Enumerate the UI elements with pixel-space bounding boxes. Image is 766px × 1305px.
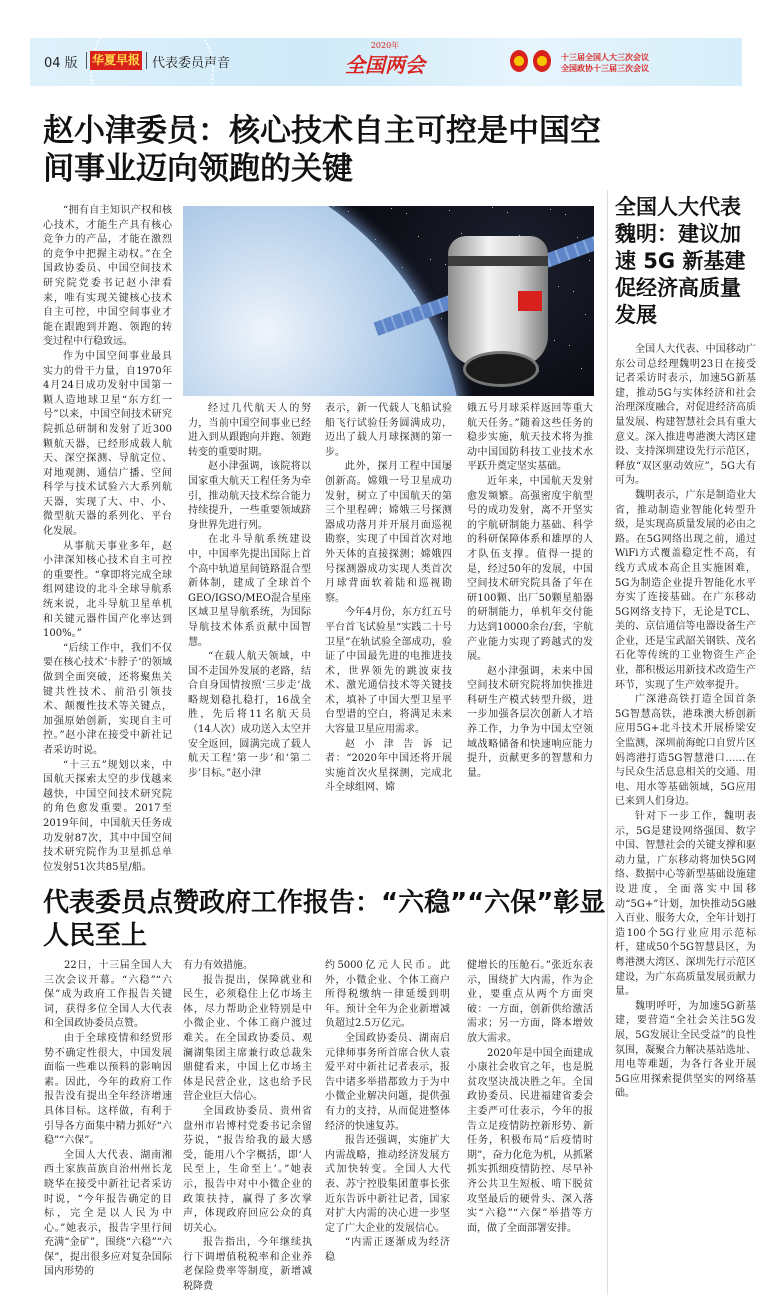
star [492,207,493,208]
star [430,259,431,260]
paragraph: 有力有效措施。 [183,960,253,971]
bottom-article-title: 代表委员点赞政府工作报告：“六稳”“六保”彰显人民至上 [43,888,606,951]
star [391,208,392,209]
main-article-title: 赵小津委员：核心技术自主可控是中国空间事业迈向领跑的关键 [43,113,601,187]
paragraph: 作为中国空间事业最具实力的骨干力量，自1970年4月24日成功发射中国第一颗人造地球卫星“东方红一号”以来，中国空间技术研究院抓总研制和发射了近300颗航天器，已经形成载人航天、深空探测、导航定位、对地观测、通信广播、空间科学与技术试验六大系列航天器，实现了大、中、小、微型航天器的系列化、平台化发展。 [43,350,172,538]
docking-ring [463,351,539,387]
star [402,267,403,268]
main-article-column-1 [43,204,172,875]
paragraph: 报告提出，保障就业和民生，必须稳住上亿市场主体，尽力帮助企业特别是中小微企业、个体工商户渡过难关。在全国政协委员、观澜湖集团主席兼行政总裁朱鼎健看来，中国上亿市场主体是民营企业，这也给予民营企业巨大信心。 [183,974,312,1103]
bottom-article-column-1 [44,959,172,1280]
paragraph: 全国政协委员、贵州省盘州市岩博村党委书记余留芬说，“报告给我的最大感受，能用八个字概括，即‘人民至上，生命至上’。”她表示，报告中对中小微企业的政策扶持，赢得了多次掌声，体现政府回应公众的真切关心。 [183,1105,312,1234]
divider [146,52,147,69]
paragraph: 健增长的压舱石。”张近东表示，围绕扩大内需，作为企业，要重点从两个方面突破：一方面，创新供给激活需求；另一方面，降本增效放大需求。 [467,960,593,1044]
meeting-npc: 十三届全国人大三次会议 [561,53,649,62]
star [581,368,582,369]
paragraph: 约5000亿元人民币。此外，小微企业、个体工商户所得税缴纳一律延缓到明年。预计全年为企业新增减负超过2.5万亿元。 [325,960,450,1030]
star [573,291,574,292]
paragraph: 全国政协委员、湖南启元律师事务所首席合伙人袁爱平对中新社记者表示，报告中诸多举措都致力于为中小微企业解决问题，提供强有力的支持，从而促进整体经济的快速复苏。 [325,1032,450,1132]
side-article-body [615,343,756,1102]
meeting-cppcc: 全国政协十三届三次会议 [561,64,649,73]
side-article-title: 全国人大代表魏明：建议加速 5G 新基建促经济高质量发展 [615,195,746,327]
paragraph: 针对下一步工作，魏明表示，5G是建设网络强国、数字中国、智慧社会的关键支撑和驱动力量，广东移动将加快5G网络、数据中心等新型基础设施建设进度，全面落实中国移动“5G+”计划，加快推动5G融入百业、服务大众，全年计划打造100个5G行业应用示范标杆，建成50个5G智慧县区，为粤港澳大湾区、深圳先行示范区建设，为广东高质量发展贡献力量。 [615,811,756,998]
spacecraft-band [448,256,548,266]
star [406,213,407,214]
paragraph: 娥五号月球采样返回等重大航天任务。”随着这些任务的稳步实施，航天技术将为推动中国国防科技工业技术水平跃升奠定坚实基础。 [467,403,593,473]
logo-year: 2020年 [370,41,400,50]
meeting-names [561,52,649,74]
paragraph: “后续工作中，我们不仅要在核心技术‘卡脖子’的领域做到全面突破，还将聚焦关键共性技术、前沿引领技术、颠覆性技术等关键点，加强原始创新，实现自主可控。”赵小津在接受中新社记者采访时说。 [43,642,172,756]
paragraph: 报告指出，今年继续执行下调增值税税率和企业养老保险费率等制度，新增减税降费 [183,1237,312,1293]
bottom-article-column-4 [467,959,593,1236]
page-header-banner [30,38,742,86]
star [375,239,376,240]
divider [86,52,87,69]
paragraph: 全国人大代表、湖南湘西土家族苗族自治州州长龙晓华在接受中新社记者采访时说，“今年报告确定的目标，完全是以人民为中心。”她表示，报告字里行间充满“金矿”，围绕“六稳”“六保”，提出很多应对复杂国际国内形势的 [44,1149,172,1278]
star [565,214,566,215]
paragraph: “内需正逐渐成为经济稳 [325,1237,450,1263]
bottom-article-column-2 [183,959,312,1295]
paragraph: 表示，新一代载人飞船试验船飞行试验任务圆满成功，迈出了载人月球探测的第一步。 [325,403,452,458]
paragraph: 今年4月份，东方红五号平台首飞试验星“实践二十号卫星”在轨试验全部成功，验证了中国最先进的电推进技术，世界领先的跳波束技术、激光通信技术等关键技术，填补了中国大型卫星平台型谱的空白，将满足未来大容量卫星应用需求。 [325,607,452,736]
main-article-column-2 [188,402,311,781]
star [585,314,586,315]
star [507,212,508,213]
paragraph: “在载人航天领域，中国不走国外发展的老路，结合自身国情按照‘三步走’战略规划稳扎稳打，16战全胜，先后将11名航天员（14人次）成功送入太空并安全返回，圆满完成了载人航天工程‘第一步’和‘第二步’目标。”赵小津 [188,651,311,779]
paragraph: 22日，十三届全国人大三次会议开幕。“六稳”“六保”成为政府工作报告关键词，获得多位全国人大代表和全国政协委员点赞。 [44,960,172,1030]
paragraph: 此外，探月工程中国屡创新高。嫦娥一号卫星成功发射，树立了中国航天的第三个里程碑；嫦娥三号探测器成功落月并开展月面巡视勘察，实现了中国首次对地外天体的直接探测；嫦娥四号探测器成功实现人类首次月球背面软着陆和巡视勘察。 [325,461,452,604]
newspaper-logo: 华夏早报 [90,51,142,70]
star [418,236,419,237]
paragraph: “十三五”规划以来，中国航天探索太空的步伐越来越快，中国空间技术研究院的角色愈发重要。2017至2019年间，中国航天任务成功发射87次，其中中国空间技术研究院作为卫星抓总单位发射51次共85星/船。 [43,759,172,873]
star [554,340,555,341]
paragraph: 从事航天事业多年，赵小津深知核心技术自主可控的重要性。“拿即将完成全球组网建设的北斗全球导航系统来说，北斗导航卫星单机和关键元器件国产化率达到100%。” [43,540,172,640]
paragraph: 赵小津强调，未来中国空间技术研究院将加快推进科研生产模式转型升级，进一步加强各层次创新人才培养工作，力争为中国太空领域战略储备和快速响应能力提升，贡献更多的智慧和力量。 [467,665,593,779]
national-emblem-icon [510,50,528,72]
cppcc-emblem-icon [533,50,551,72]
paragraph: 近年来，中国航天发射愈发频繁。高强密度宇航型号的成功发射，离不开坚实的宇航研制能力基础、科学的科研保障体系和雄厚的人才队伍支撑。值得一提的是，经过50年的发展，中国空间技术研究院具备了年在研100颗、出厂50颗星船器的研制能力，单机年交付能力达到10000余台/套，宇航产业能力实现了跨越式的发展。 [467,475,593,663]
star [558,286,559,287]
column-divider [607,190,608,1295]
two-sessions-logo [330,41,440,83]
star [445,264,446,265]
paragraph: 2020年是中国全面建成小康社会收官之年，也是脱贫攻坚决战决胜之年。全国政协委员、民进福建省委会主委严可仕表示，今年的报告立足疫情防控新形势、新任务，积极布局“后疫情时期”，奋力化危为机，从抓紧抓实抓细疫情防控、尽早补齐公共卫生短板、啃下脱贫攻坚最后的硬骨头、深入落实“六稳”“六保”举措等方面，做了全面部署安排。 [467,1047,593,1234]
china-flag-icon [518,291,542,311]
paragraph: 在北斗导航系统建设中，中国率先提出国际上首个高中轨道星间链路混合型新体制，建成了全球首个GEO/IGSO/MEO混合星座区域卫星导航系统，为国际导航技术体系贡献中国智慧。 [188,534,311,648]
star [414,290,415,291]
paragraph: 广深港高铁打造全国首条5G智慧高铁，港珠澳大桥创新应用5G+北斗技术开展桥梁安全监测，深圳前海蛇口自贸片区妈湾港打造5G智慧港口……在与民众生活息息相关的交通、用电、用水等基础领域，5G应用已来到人们身边。 [615,694,756,808]
star [441,318,442,319]
section-name: 代表委员声音 [152,56,231,71]
paragraph: 报告还强调，实施扩大内需战略，推动经济发展方式加快转变。全国人大代表、苏宁控股集团董事长张近东告诉中新社记者，国家对扩大内需的决心进一步坚定了广大企业的发展信心。 [325,1135,450,1234]
paragraph: 赵小津强调，该院将以国家重大航天工程任务为牵引，推动航天技术综合能力持续提升，一些重要领域跻身世界先进行列。 [188,461,311,531]
paragraph: 由于全球疫情和经贸形势不确定性很大，中国发展面临一些难以预料的影响因素。因此，今年的政府工作报告没有提出全年经济增速具体目标。这样做，有利于引导各方面集中精力抓好“六稳”“六保”。 [44,1032,172,1147]
star [333,206,334,207]
star [569,345,570,346]
paragraph: 赵小津告诉记者：“2020年中国还将开展实施首次火星探测，完成北斗全球组网、嫦 [325,738,452,794]
star [550,209,551,210]
paragraph: “拥有自主知识产权和核心技术，才能生产具有核心竞争力的产品，才能在激烈的竞争中把握主动权。”在全国政协委员、中国空间技术研究院党委书记赵小津看来，唯有实现关键核心技术自主可控，中国空间事业才能在跟跑到并跑、领跑的转变过程中行稳致远。 [43,205,172,348]
paragraph: 全国人大代表、中国移动广东公司总经理魏明23日在接受记者采访时表示，加速5G新基建，推动5G与实体经济和社会治理深度融合，对促进经济高质量发展、构建智慧社会具有重大意义。深入推进粤港澳大湾区建设、支持深圳建设先行示范区，释放“双区驱动效应”，5G大有可为。 [615,344,756,487]
bottom-article-column-3 [325,959,450,1265]
main-article-column-4 [467,402,593,781]
satellite-photo [183,206,594,396]
paragraph: 魏明表示，广东是制造业大省，推动制造业智能化转型升级，是实现高质量发展的必由之路。在5G网络出现之前，通过WiFi方式覆盖稳定性不高，有线方式成本高企且实施困难，5G为制造企业提升智能化水平夯实了连接基础。在广东移动5G网络支持下，无论是TCL、美的、京信通信等电器设备生产企业，还是宝武韶关钢铁、茂名石化等传统的工业物资生产企业，都积极运用新技术改造生产环节，实现了生产效率提升。 [615,489,756,691]
main-article-column-3 [325,402,452,796]
star [461,233,462,234]
paragraph: 魏明呼吁，为加速5G新基建，要营造“全社会关注5G发展，5G发展让全民受益”的良性氛围，凝聚合力解决基站选址、用电等难题，为各行各业开展5G应用探索提供坚实的网络基础。 [615,1000,756,1100]
paragraph: 经过几代航天人的努力，当前中国空间事业已经进入到从跟跑向并跑、领跑转变的重要时期。 [188,403,311,458]
star [449,210,450,211]
star [577,237,578,238]
logo-name: 全国两会 [345,53,425,77]
star [348,211,349,212]
star [589,260,590,261]
earth-image [183,206,463,396]
page-number: 04 版 [44,56,78,71]
